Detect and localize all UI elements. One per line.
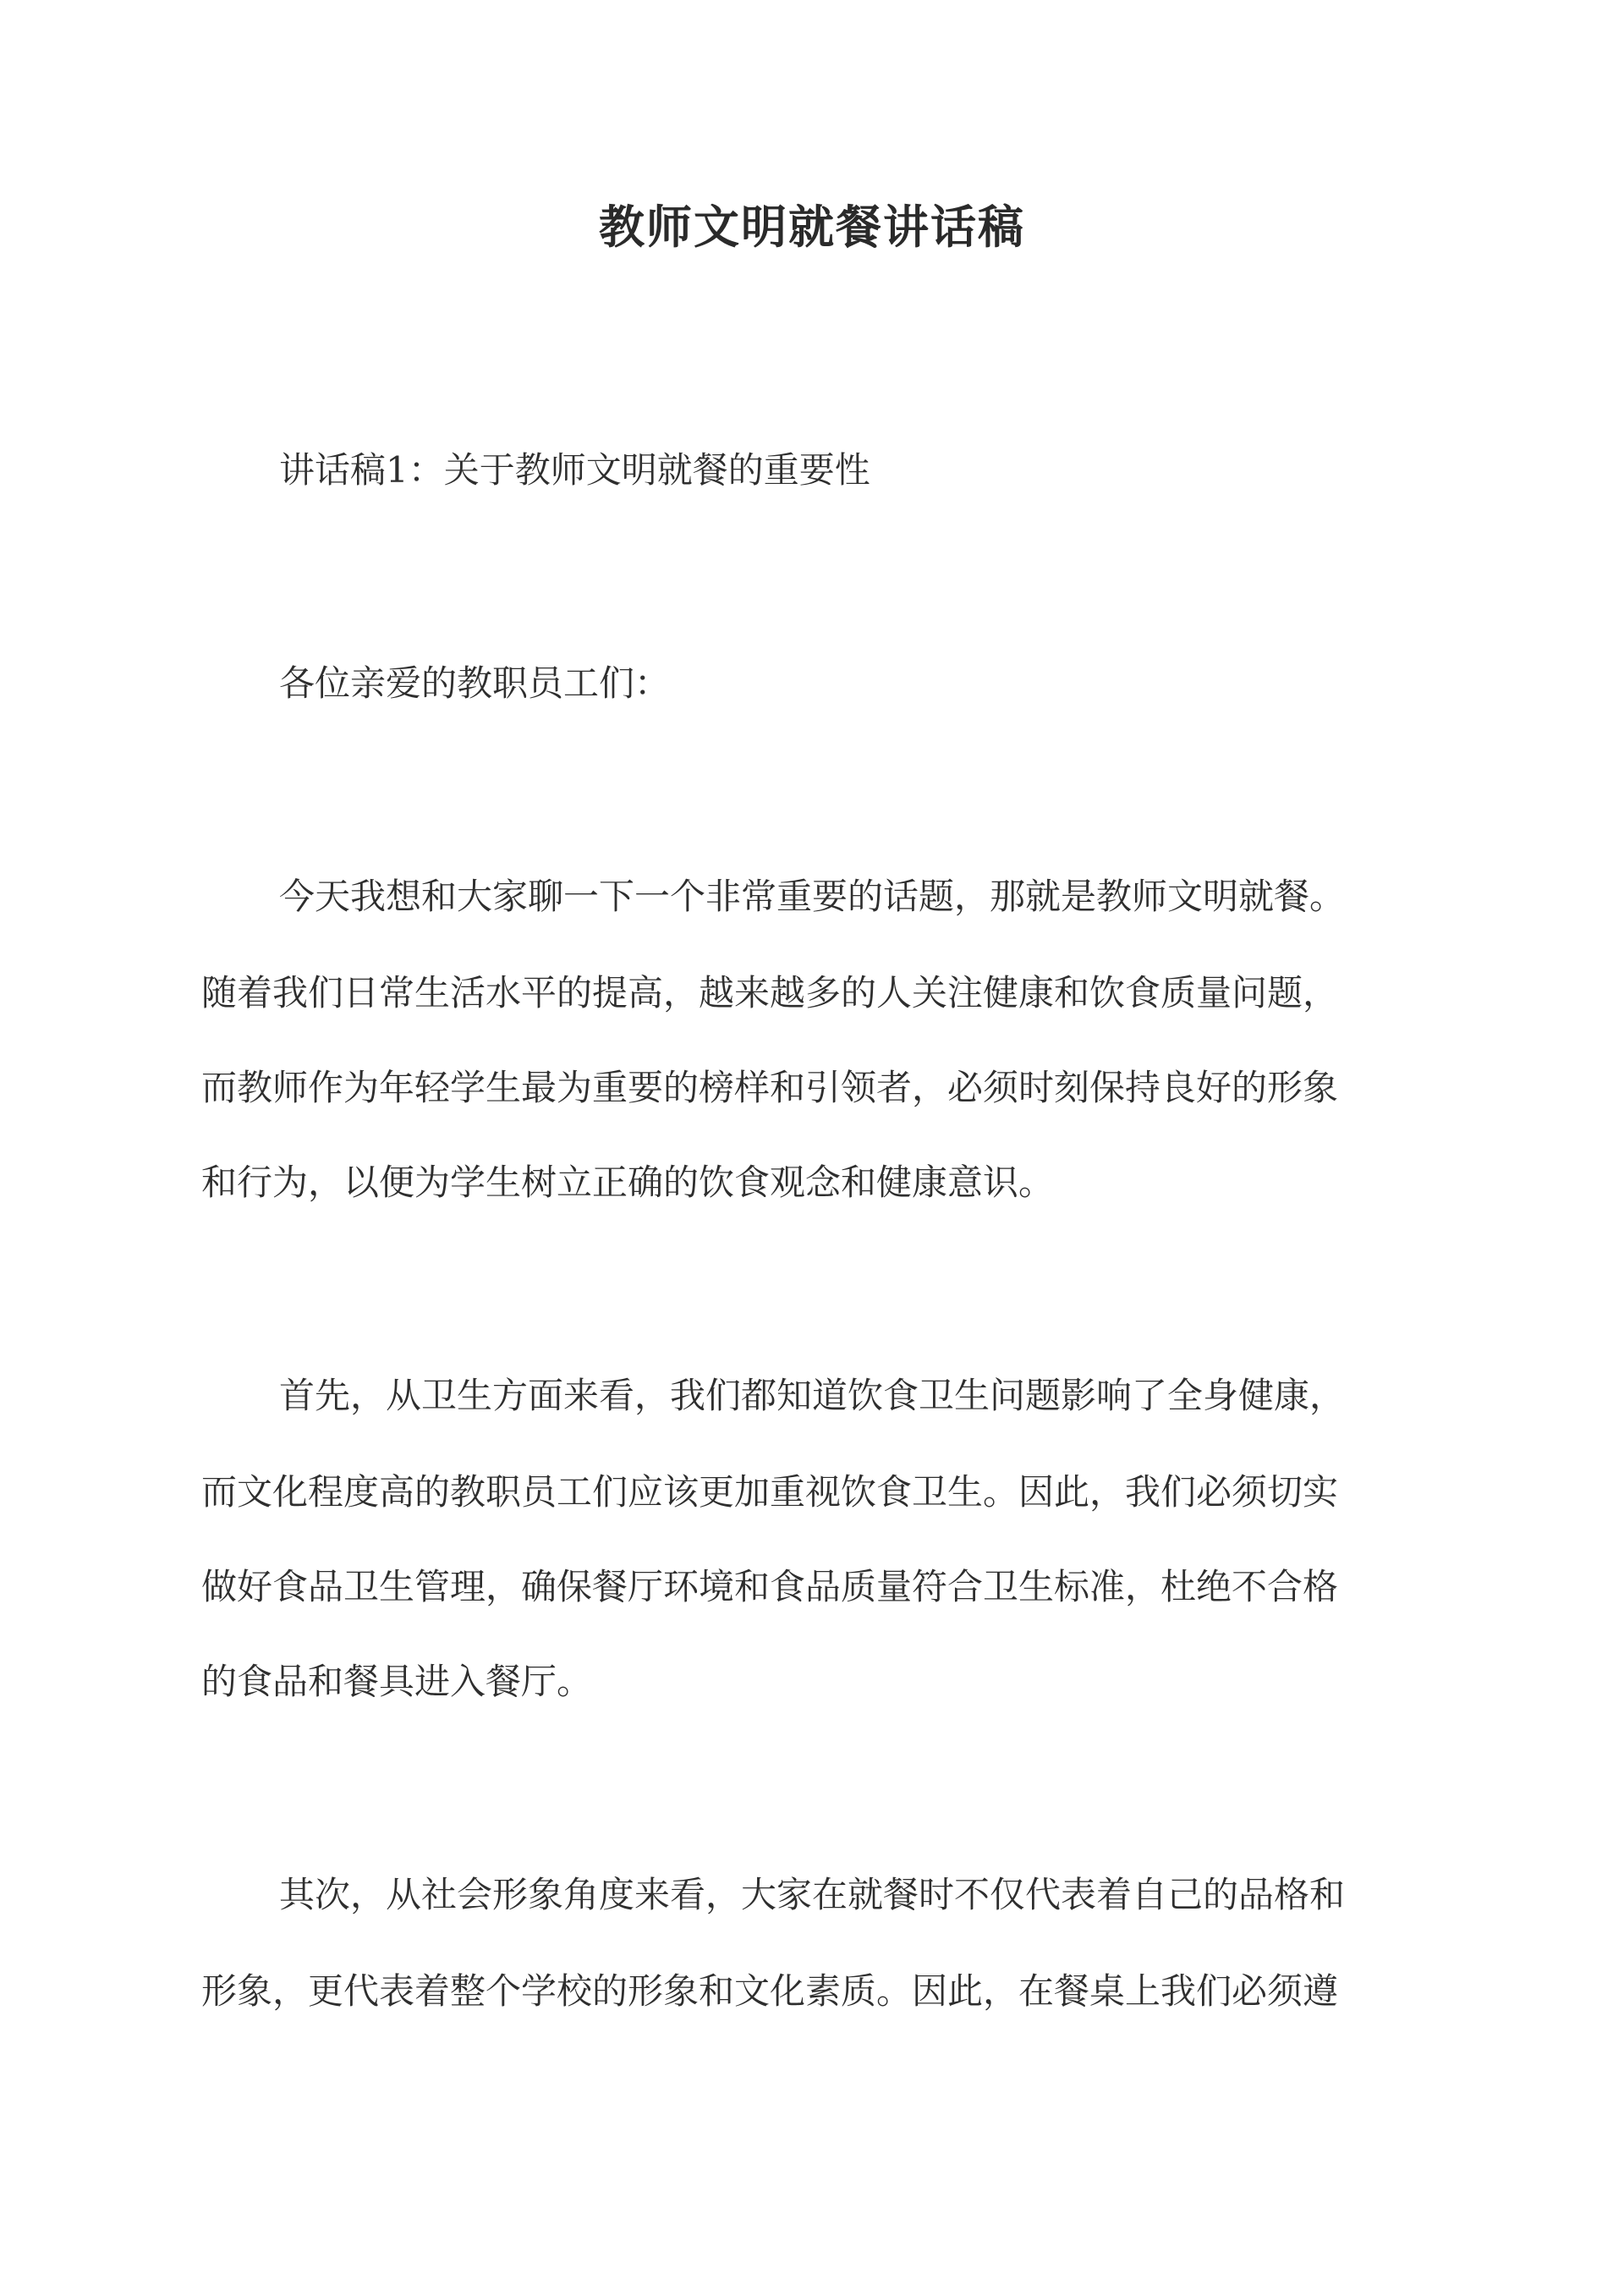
paragraph-line: 其次，从社会形象角度来看，大家在就餐时不仅代表着自己的品格和 — [279, 1874, 1346, 1915]
document-title: 教师文明就餐讲话稿 — [599, 200, 1025, 254]
subheading: 讲话稿1：关于教师文明就餐的重要性 — [279, 449, 870, 491]
paragraph-line: 而教师作为年轻学生最为重要的榜样和引领者，必须时刻保持良好的形象 — [201, 1067, 1339, 1108]
paragraph-line: 形象，更代表着整个学校的形象和文化素质。因此，在餐桌上我们必须遵 — [201, 1970, 1339, 2012]
paragraph-line: 随着我们日常生活水平的提高，越来越多的人关注健康和饮食质量问题， — [201, 972, 1339, 1013]
paragraph-line: 和行为，以便为学生树立正确的饮食观念和健康意识。 — [201, 1162, 1055, 1203]
salutation: 各位亲爱的教职员工们： — [279, 662, 671, 704]
paragraph-line: 做好食品卫生管理，确保餐厅环境和食品质量符合卫生标准，杜绝不合格 — [201, 1566, 1339, 1607]
paragraph-line: 而文化程度高的教职员工们应该更加重视饮食卫生。因此，我们必须切实 — [201, 1471, 1339, 1513]
paragraph-line: 今天我想和大家聊一下一个非常重要的话题，那就是教师文明就餐。 — [279, 876, 1346, 917]
paragraph-line: 首先，从卫生方面来看，我们都知道饮食卫生问题影响了全身健康， — [279, 1375, 1346, 1416]
paragraph-line: 的食品和餐具进入餐厅。 — [201, 1661, 593, 1702]
